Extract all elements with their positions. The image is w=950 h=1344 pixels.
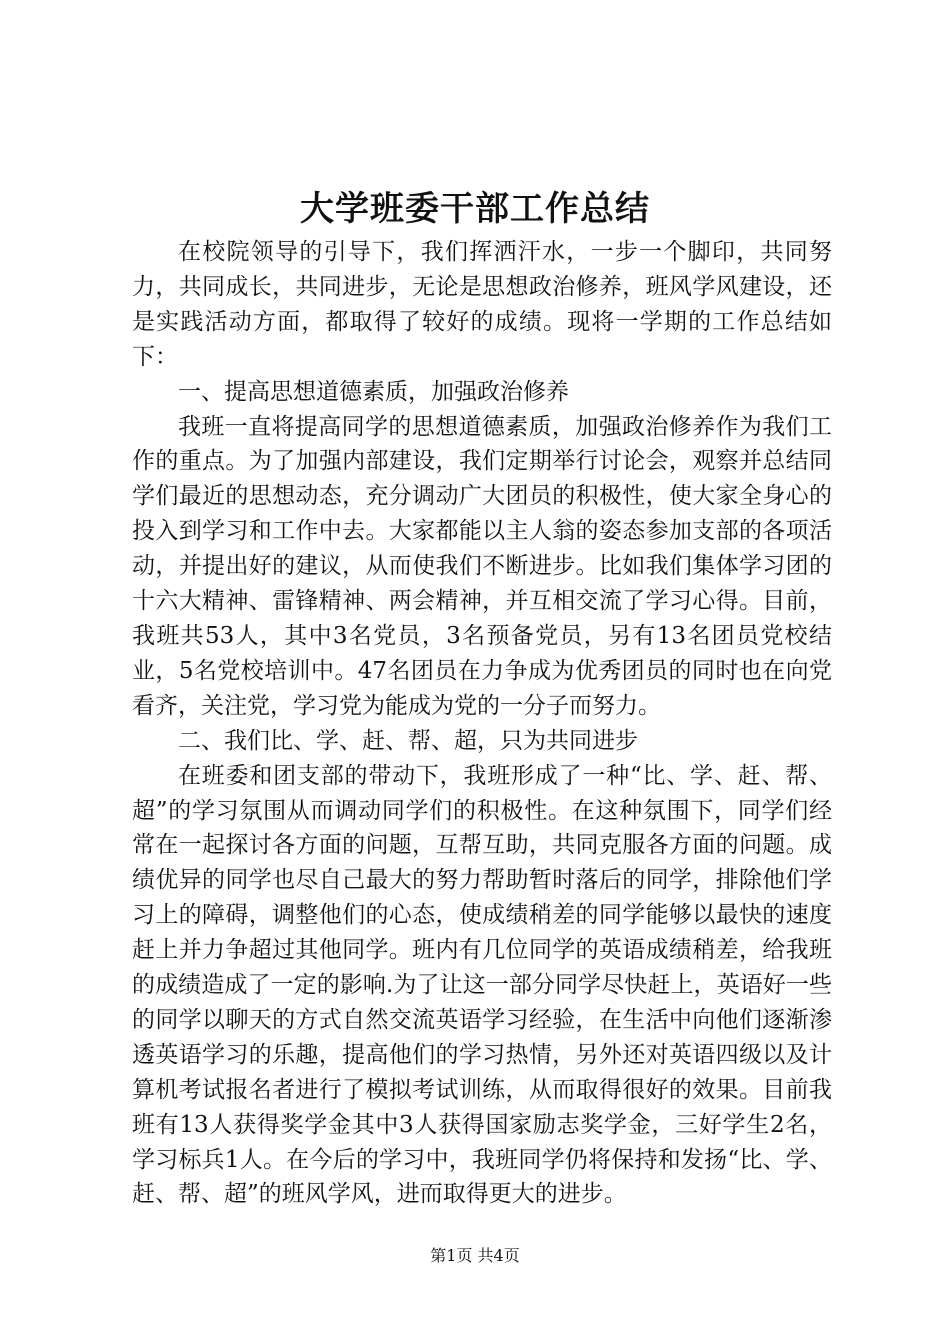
section-heading-1: 一、提高思想道德素质，加强政治修养 <box>178 378 569 405</box>
document-title: 大学班委干部工作总结 <box>300 189 650 229</box>
intro-paragraph: 在校院领导的引导下，我们挥洒汗水，一步一个脚印，共同努力，共同成长，共同进步，无论是思想政治修养，班风学风建设，还是实践活动方面，都取得了较好的成绩。现将一学期的工作总结如下： <box>132 239 832 370</box>
section-heading-2: 二、我们比、学、赶、帮、超，只为共同进步 <box>178 727 638 754</box>
page-number-footer: 第1页 共4页 <box>430 1246 520 1265</box>
document-body <box>132 235 832 1212</box>
section-1-paragraph: 我班一直将提高同学的思想道德素质，加强政治修养作为我们工作的重点。为了加强内部建设，我们定期举行讨论会，观察并总结同学们最近的思想动态，充分调动广大团员的积极性，使大家全身心的投入到学习和工作中去。大家都能以主人翁的姿态参加支部的各项活动，并提出好的建议，从而使我们不断进步。比如我们集体学习团的十六大精神、雷锋精神、两会精神，并互相交流了学习心得。目前，我班共53人，其中3名党员，3名预备党员，另有13名团员党校结业，5名党校培训中。47名团员在力争成为优秀团员的同时也在向党看齐，关注党，学习党为能成为党的一分子而努力。 <box>132 413 832 719</box>
section-2-paragraph: 在班委和团支部的带动下，我班形成了一种“比、学、赶、帮、超”的学习氛围从而调动同学们的积极性。在这种氛围下，同学们经常在一起探讨各方面的问题，互帮互助，共同克服各方面的问题。成绩优异的同学也尽自己最大的努力帮助暂时落后的同学，排除他们学习上的障碍，调整他们的心态，使成绩稍差的同学能够以最快的速度赶上并力争超过其他同学。班内有几位同学的英语成绩稍差，给我班的成绩造成了一定的影响.为了让这一部分同学尽快赶上，英语好一些的同学以聊天的方式自然交流英语学习经验，在生活中向他们逐渐渗透英语学习的乐趣，提高他们的学习热情，另外还对英语四级以及计算机考试报名者进行了模拟考试训练，从而取得很好的效果。目前我班有13人获得奖学金其中3人获得国家励志奖学金，三好学生2名，学习标兵1人。在今后的学习中，我班同学仍将保持和发扬“比、学、赶、帮、超”的班风学风，进而取得更大的进步。 <box>132 762 832 1208</box>
